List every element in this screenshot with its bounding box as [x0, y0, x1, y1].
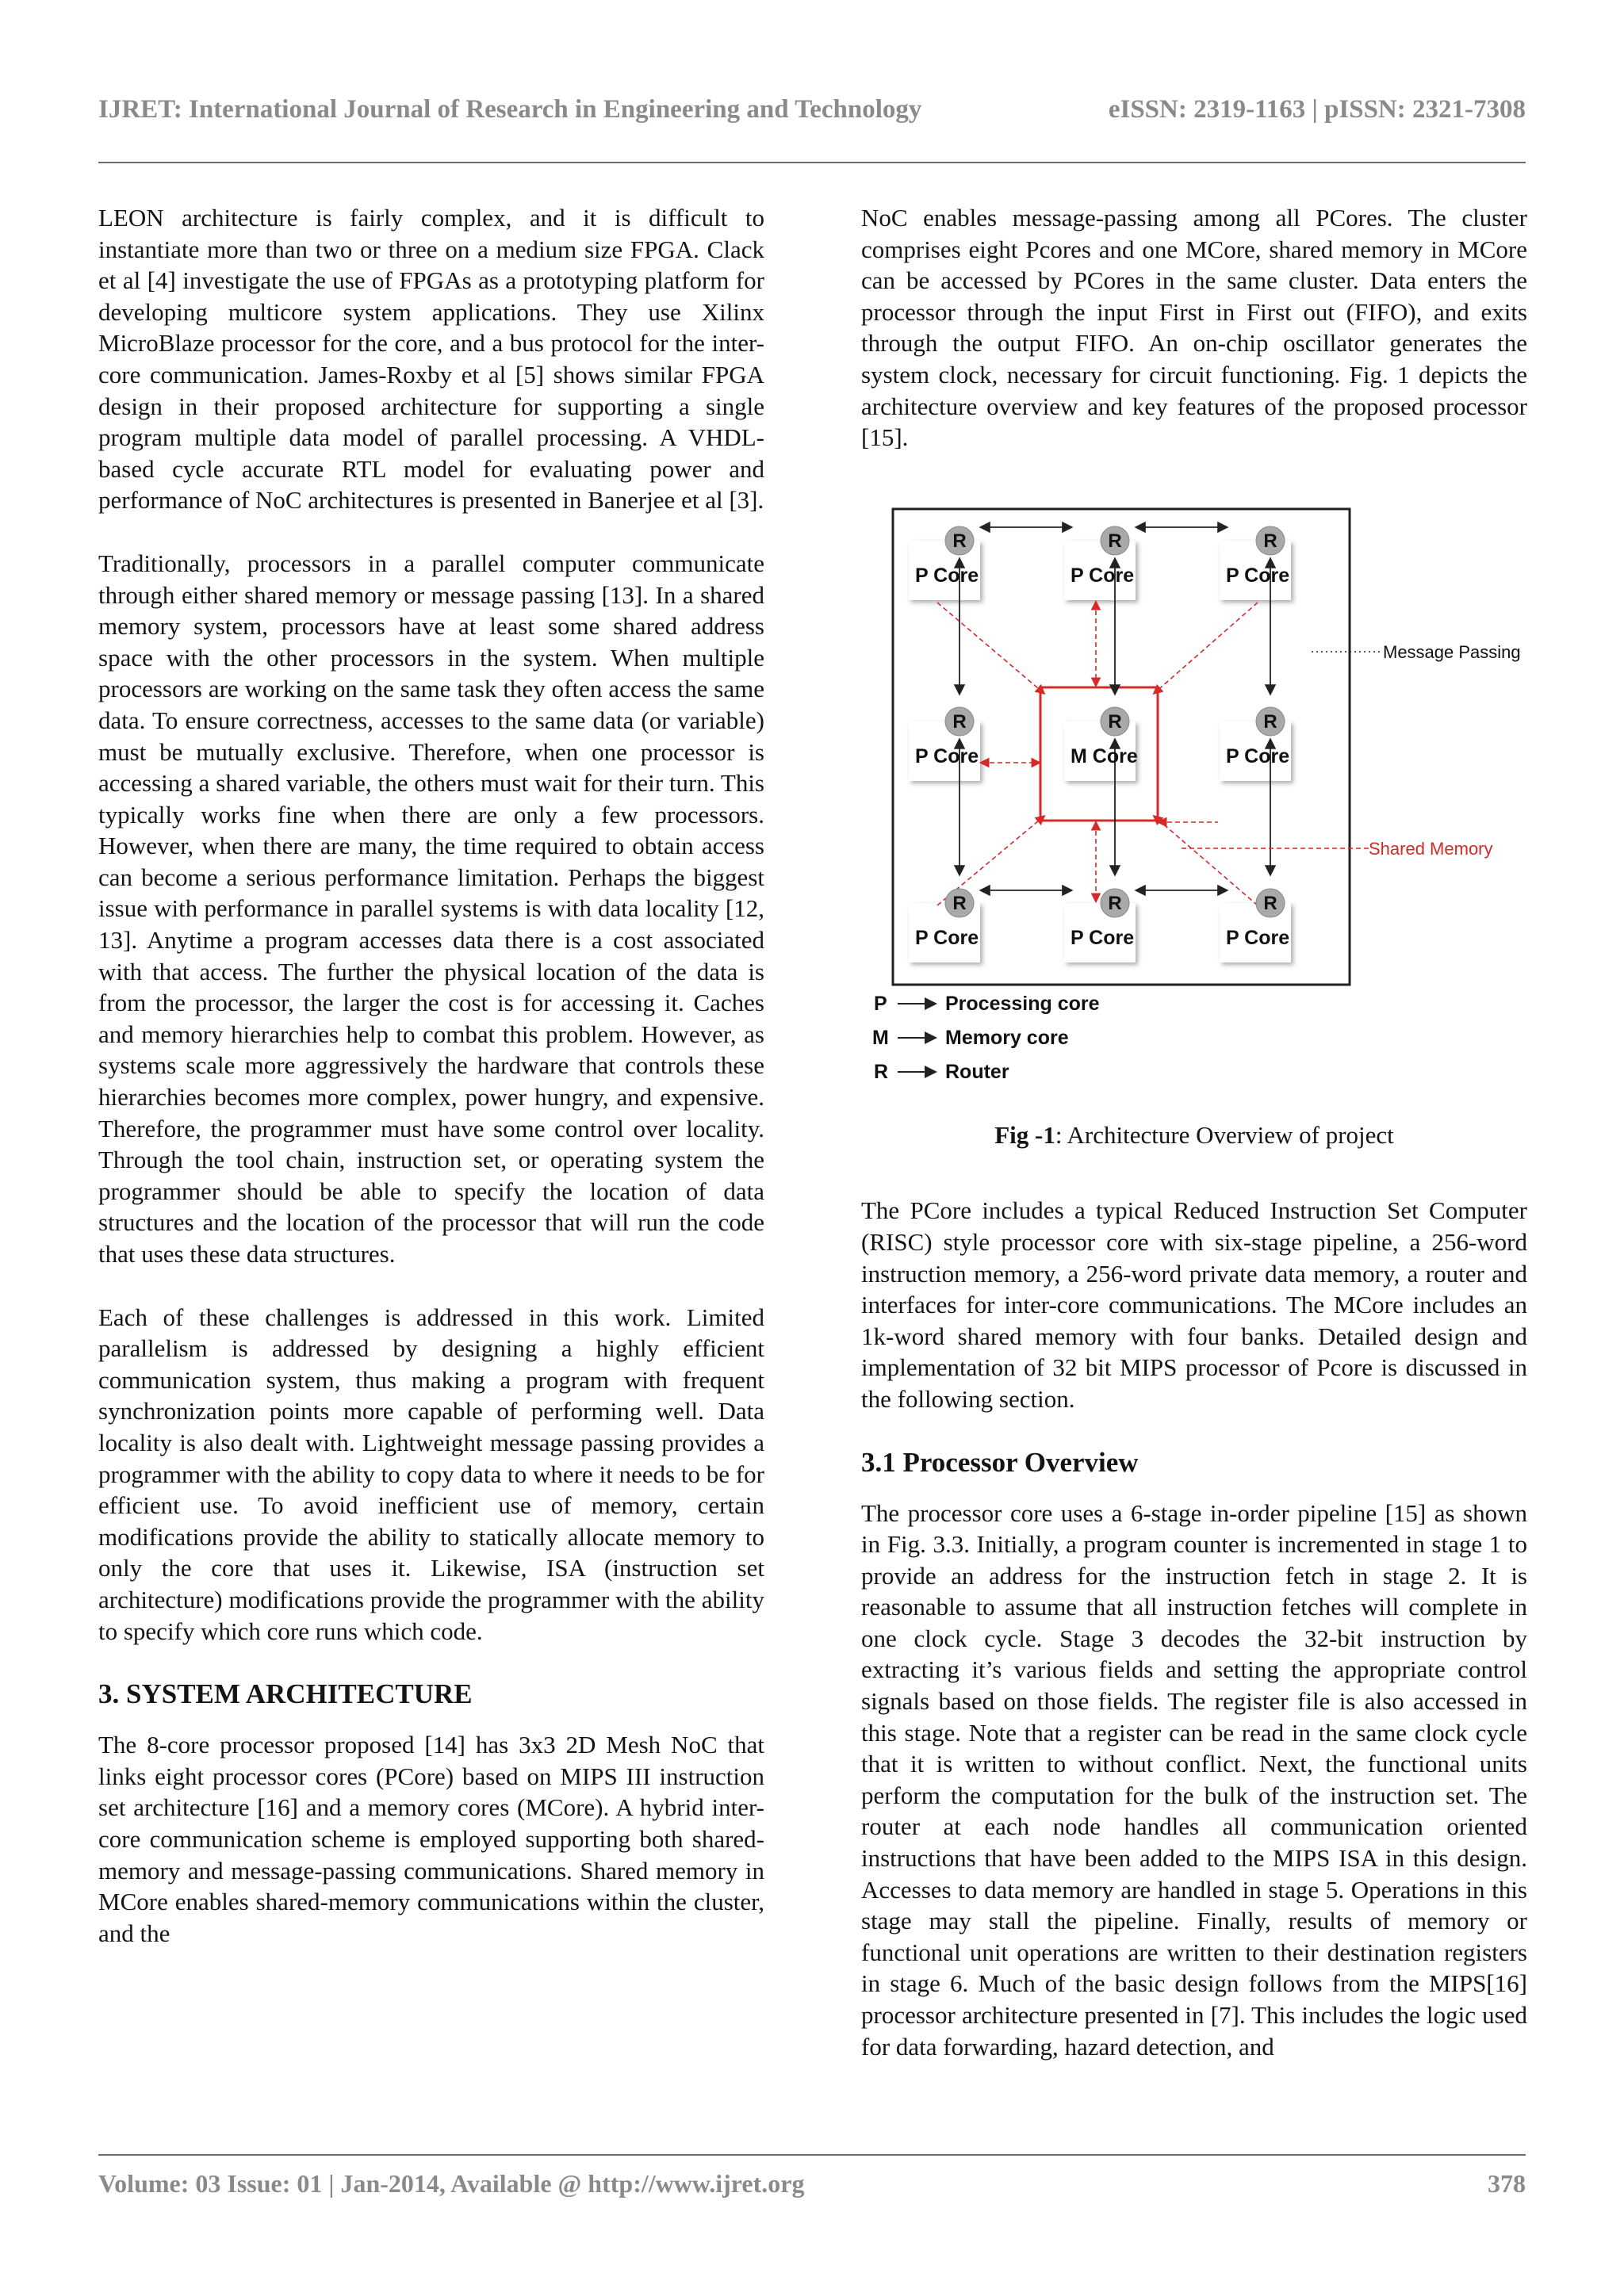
pcore-label: P Core [1226, 744, 1290, 767]
page-header [98, 95, 1526, 135]
pcore-label: P Core [1071, 564, 1135, 587]
page-footer [98, 2169, 1526, 2209]
legend-key: R [874, 1060, 889, 1083]
legend-desc: Processing core [945, 992, 1100, 1015]
footer-rule [98, 2154, 1526, 2156]
figure-caption [861, 1119, 1527, 1151]
mcore-label: M Core [1071, 744, 1138, 767]
pcore-label: P Core [915, 564, 979, 587]
router-label: R [1108, 892, 1122, 914]
legend-desc: Memory core [945, 1026, 1069, 1049]
legend-desc: Router [945, 1060, 1009, 1083]
architecture-figure [861, 509, 1527, 1119]
router-label: R [1263, 710, 1277, 733]
caption-label: Fig -1 [994, 1120, 1055, 1149]
caption-text: : Architecture Overview of project [1055, 1120, 1394, 1149]
router-label: R [952, 710, 967, 733]
section-heading: 3.1 Processor Overview [861, 1446, 1139, 1478]
pcore-label: P Core [1071, 926, 1135, 949]
message-passing-label: Message Passing [1383, 641, 1521, 662]
left-column [98, 202, 764, 1949]
volume-info: Volume: 03 Issue: 01 | Jan-2014, Available @ http://www.ijret.org [98, 2169, 805, 2198]
issn: eISSN: 2319-1163 | pISSN: 2321-7308 [1108, 95, 1526, 124]
paragraph: The 8-core processor proposed [14] has 3x3 2D Mesh NoC that links eight processor cores (PCore) based on MIPS III instruction set architecture [16] and a memory cores (MCore). A hybrid inter-core communication scheme is employed supporting both shared-memory and message-passing communications. Shared memory in MCore enables shared-memory communications within the cluster, and the [98, 1731, 764, 1947]
pcore-label: P Core [1226, 564, 1290, 587]
shared-memory-label: Shared Memory [1369, 838, 1493, 859]
router-label: R [1108, 530, 1122, 552]
pcore-label: P Core [915, 926, 979, 949]
router-label: R [952, 530, 967, 552]
paragraph: Each of these challenges is addressed in this work. Limited parallelism is addressed by designing a highly efficient communication system, thus making a program with frequent synchronization points more capable of performing well. Data locality is also dealt with. Lightweight message passing provides a programmer with the ability to copy data to where it needs to be for efficient use. To avoid inefficient use of memory, certain modifications provide the ability to statically allocate memory to only the core that uses it. Likewise, ISA (instruction set architecture) modifications provide the programmer with the ability to specify which core runs which code. [98, 1303, 764, 1645]
pcore-label: P Core [915, 744, 979, 767]
legend-key: M [872, 1026, 889, 1049]
paragraph: The PCore includes a typical Reduced Instruction Set Computer (RISC) style processor core with six-stage pipeline, a 256-word instruction memory, a 256-word private data memory, a router and interfaces for inter-core communications. The MCore includes an 1k-word shared memory with four banks. Detailed design and implementation of 32 bit MIPS processor of Pcore is discussed in the following section. [861, 1196, 1527, 1413]
section-heading: 3. SYSTEM ARCHITECTURE [98, 1678, 473, 1710]
router-label: R [1263, 530, 1277, 552]
paragraph: Traditionally, processors in a parallel computer communicate through either shared memory or message passing [13]. In a shared memory system, processors have at least some shared address space with the other processors in the system. When multiple processors are working on the same task they often access the same data. To ensure correctness, accesses to the same data (or variable) must be mutually exclusive. Therefore, when one processor is accessing a shared variable, the others must wait for their turn. This typically works fine when there are only a few processors. However, when there are many, the time required to obtain access can become a serious performance limitation. Perhaps the biggest issue with performance in parallel systems is with data locality [12, 13]. Anytime a program accesses data there is a cost associated with that access. The further the physical location of the data is from the processor, the larger the cost is for accessing it. Caches and memory hierarchies help to combat this problem. However, as systems scale more aggressively the hardware that controls these hierarchies becomes more complex, power hungry, and expensive. Therefore, the programmer must have some control over locality. Through the tool chain, instruction set, or operating system the programmer should be able to specify the location of data structures and the location of the processor that will run the code that uses these data structures. [98, 549, 764, 1268]
journal-title: IJRET: International Journal of Research in Engineering and Technology [98, 95, 922, 124]
router-label: R [1263, 892, 1277, 914]
legend-key: P [874, 992, 887, 1015]
paragraph: The processor core uses a 6-stage in-order pipeline [15] as shown in Fig. 3.3. Initially, a program counter is incremented in stage 1 to provide an address for the instruction fetch in stage 2. It is reasonable to assume that all instruction fetches will complete in one clock cycle. Stage 3 decodes the 32-bit instruction by extracting it’s various fields and setting the appropriate control signals based on those fields. The register file is also accessed in this stage. Note that a register can be read in the same clock cycle that it is written to without conflict. Next, the functional units perform the computation for the bulk of the instruction set. The router at each node handles all communication oriented instructions that have been added to the MIPS ISA in this design. Accesses to data memory are handled in stage 5. Operations in this stage may stall the pipeline. Finally, results of memory or functional unit operations are written to their destination registers in stage 6. Much of the basic design follows from the MIPS[16] processor architecture presented in [7]. This includes the logic used for data forwarding, hazard detection, and [861, 1498, 1527, 2061]
noc-diagram [861, 509, 1527, 1083]
header-rule [98, 162, 1526, 163]
page-number: 378 [1488, 2169, 1526, 2198]
pcore-label: P Core [1226, 926, 1290, 949]
figure-legend [872, 993, 1100, 1083]
router-label: R [1108, 710, 1122, 733]
paragraph: LEON architecture is fairly complex, and it is difficult to instantiate more than two or three on a medium size FPGA. Clack et al [4] investigate the use of FPGAs as a prototyping platform for developing multicore system applications. They use Xilinx MicroBlaze processor for the core, and a bus protocol for the inter-core communication. James-Roxby et al [5] shows similar FPGA design in their proposed architecture for supporting a single program multiple data model of parallel processing. A VHDL-based cycle accurate RTL model for evaluating power and performance of NoC architectures is presented in Banerjee et al [3]. [98, 204, 764, 515]
router-label: R [952, 892, 967, 914]
right-column [861, 202, 1527, 2062]
paragraph: NoC enables message-passing among all PCores. The cluster comprises eight Pcores and one MCore, shared memory in MCore can be accessed by PCores in the same cluster. Data enters the processor through the input First in First out (FIFO), and exits through the output FIFO. An on-chip oscillator generates the system clock, necessary for circuit functioning. Fig. 1 depicts the architecture overview and key features of the proposed processor [15]. [861, 204, 1527, 452]
